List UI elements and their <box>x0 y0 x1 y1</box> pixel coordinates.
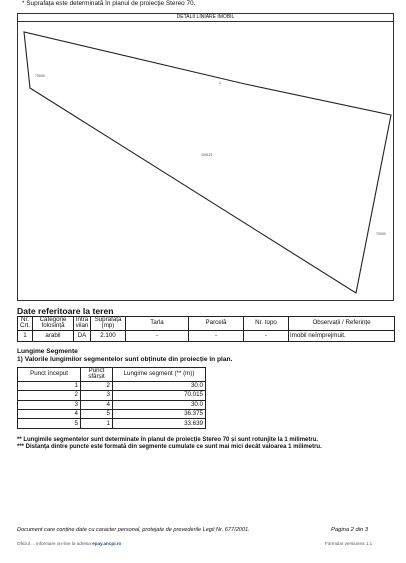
footer-info-text: Oficiul ... informare on-line la adresa <box>17 541 91 546</box>
seg-start: 5 <box>18 419 81 428</box>
col-categorie: Categorie folosință <box>33 317 74 331</box>
footer-info <box>17 541 121 546</box>
seg-start: 2 <box>18 391 81 400</box>
footer-site-link[interactable]: epay.ancpi.ro <box>92 541 122 546</box>
col-nr-topo: Nr. topo <box>244 317 289 331</box>
seg-length: 70.015 <box>113 391 206 400</box>
seg-start: 1 <box>18 381 81 390</box>
segments-heading <box>17 348 232 363</box>
col-parcela: Parcelă <box>189 317 244 331</box>
seg-end: 1 <box>81 419 113 428</box>
table-row <box>18 381 206 390</box>
seg-start: 4 <box>18 409 81 418</box>
col-lungime: Lungime segment (** (m)) <box>113 368 206 382</box>
footer-disclaimer: Document care conține date cu caracter personal, protejate de prevederile Legii Nr. 677/2001. <box>17 527 250 533</box>
note-rounding: ** Lungimile segmentelor sunt determinate în planul de proiecție Stereo 70 și sunt rotunjite la 1 milimetru. <box>17 437 319 443</box>
top-note: * Suprafața este determinată în planul de proiecție Stereo 70. <box>22 0 196 7</box>
page-number: Pagina 2 din 3 <box>331 527 369 533</box>
seg-end: 4 <box>81 400 113 409</box>
cell-intravilan: DA <box>74 330 91 341</box>
cell-observatii: Imobil neîmprejmuit. <box>289 330 395 341</box>
seg-start: 3 <box>18 400 81 409</box>
form-version: Formular versiunea 1.1 <box>325 541 373 546</box>
cell-categorie: arabil <box>33 330 74 341</box>
segments-subtitle: 1) Valorile lungimilor segmentelor sunt obținute din proiecție în plan. <box>17 355 233 363</box>
col-nr: Nr. Crt. <box>18 317 33 331</box>
teren-table <box>17 316 395 342</box>
seg-length: 30.0 <box>113 400 206 409</box>
col-tarla: Tarla <box>126 317 189 331</box>
cell-tarla: - <box>126 330 189 341</box>
segments-header-row <box>18 368 206 382</box>
table-row <box>18 400 206 409</box>
cell-parcela: - <box>189 330 244 341</box>
teren-row <box>18 330 395 341</box>
col-observatii: Observații / Referințe <box>289 317 395 331</box>
segments-table <box>17 367 206 429</box>
teren-header-row <box>18 317 395 331</box>
seg-end: 5 <box>81 409 113 418</box>
label-top-mark: 1 <box>219 81 221 85</box>
parcel-polygon <box>24 32 391 293</box>
table-row <box>18 391 206 400</box>
note-cumulated: *** Distanța dintre puncte este formată din segmente cumulate ce sunt mai mici decât valoarea 1 milimetru. <box>17 444 322 451</box>
table-row <box>18 419 206 428</box>
cell-nr-topo: - <box>244 330 289 341</box>
seg-length: 36.375 <box>113 409 206 418</box>
col-punct-sfarsit: Punct sfârșit <box>81 368 113 382</box>
label-left: 70000 <box>35 74 45 78</box>
table-row <box>18 409 206 418</box>
seg-end: 2 <box>81 381 113 390</box>
cell-nr: 1 <box>18 330 33 341</box>
segments-title: Lungime Segmente <box>17 348 78 355</box>
label-center: 109121 <box>201 153 213 157</box>
cell-suprafata: 2.100 <box>91 330 126 341</box>
seg-end: 3 <box>81 391 113 400</box>
col-intravilan: Intra vilan <box>74 317 91 331</box>
col-punct-inceput: Punct început <box>18 368 81 382</box>
seg-length: 30.0 <box>113 381 206 390</box>
label-right-bottom: 70000 <box>376 232 386 236</box>
segments-notes <box>17 437 322 451</box>
col-suprafata: Suprafața (mp) <box>91 317 126 331</box>
section-title: Date referitoare la teren <box>17 306 114 316</box>
diagram-header: DETALII LINIARE IMOBIL <box>17 13 394 22</box>
seg-length: 33.639 <box>113 419 206 428</box>
parcel-diagram <box>17 22 394 301</box>
